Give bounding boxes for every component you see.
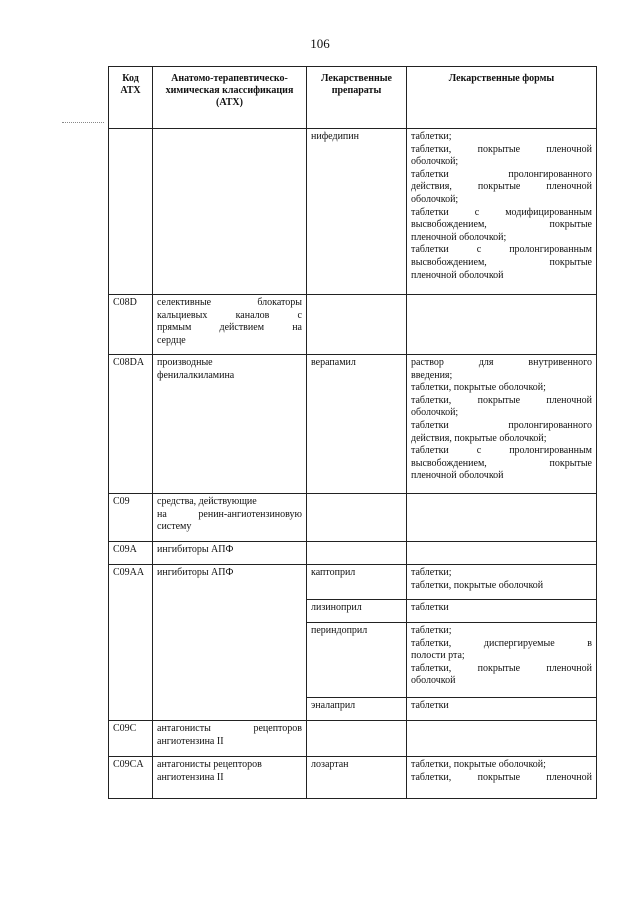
cell-drug: нифедипин [307,129,407,295]
cell-classification: ингибиторы АПФ [153,542,307,565]
cell-drug [307,295,407,355]
cell-code: C09C [109,721,153,757]
form-line: таблетки; [411,625,452,636]
cell-code [109,129,153,295]
cell-code: C09AA [109,565,153,721]
form-line: таблетки [411,700,449,711]
cell-drug: лизиноприл [307,600,407,623]
cell-classification [153,721,307,757]
cell-forms [407,623,597,698]
form-line: высвобождением, покрытые [411,457,592,469]
class-line: ангиотензина II [157,735,224,747]
form-line: оболочкой [411,675,456,687]
form-line: таблетки; [411,567,452,578]
cell-classification [153,129,307,295]
cell-forms [407,295,597,355]
form-line: действия, покрытые пленочной [411,181,592,193]
cell-drug [307,494,407,542]
cell-drug: эналаприл [307,698,407,721]
cell-forms [407,757,597,799]
form-line: пленочной оболочкой [411,269,504,281]
form-line: действия, покрытые оболочкой; [411,432,547,444]
cell-code: C08D [109,295,153,355]
cell-drug: периндоприл [307,623,407,698]
form-line: таблетки, диспергируемые в [411,637,592,649]
class-line: кальциевых каналов с [157,309,302,321]
table-row [109,721,597,757]
table-row [109,295,597,355]
table-row [109,757,597,799]
form-line: оболочкой; [411,407,459,419]
class-line: средства, действующие [157,496,257,507]
class-line: систему [157,521,192,533]
cell-code: C09A [109,542,153,565]
cell-drug: каптоприл [307,565,407,600]
cell-code: C08DA [109,355,153,494]
table-row [109,565,597,600]
class-line: производные [157,357,213,368]
cell-drug [307,721,407,757]
form-line: высвобождением, покрытые [411,256,592,268]
class-line: антагонисты рецепторов [157,723,302,734]
class-line: фенилалкиламина [157,369,235,381]
cell-drug [307,542,407,565]
form-line: таблетки, покрытые оболочкой; [411,759,546,770]
form-line: пленочной оболочкой; [411,231,507,243]
form-line: таблетки, покрытые оболочкой; [411,382,546,394]
form-line: таблетки [411,602,449,613]
header-code: Код АТХ [109,67,153,129]
header-forms: Лекарственные формы [407,67,597,129]
cell-drug: лозартан [307,757,407,799]
form-line: таблетки, покрытые пленочной [411,771,592,783]
class-line: сердце [157,334,186,346]
cell-forms [407,721,597,757]
form-line: таблетки, покрытые оболочкой [411,579,544,591]
cell-forms [407,698,597,721]
form-line: таблетки, покрытые пленочной [411,394,592,406]
cell-classification [153,355,307,494]
table-row [109,129,597,295]
form-line: таблетки пролонгированного [411,168,592,180]
table-row [109,355,597,494]
form-line: раствор для внутривенного [411,357,592,368]
cell-forms [407,600,597,623]
form-line: таблетки с пролонгированным [411,244,592,256]
cell-classification [153,295,307,355]
form-line: таблетки, покрытые пленочной [411,143,592,155]
cell-forms [407,565,597,600]
form-line: полости рта; [411,650,465,662]
cell-classification [153,757,307,799]
form-line: таблетки, покрытые пленочной [411,662,592,674]
table-header-row [109,67,597,129]
form-line: оболочкой; [411,156,459,168]
cell-forms [407,129,597,295]
cell-classification [153,494,307,542]
header-drugs: Лекарственные препараты [307,67,407,129]
form-line: введения; [411,369,453,381]
class-line: селективные блокаторы [157,297,302,308]
table-row [109,494,597,542]
form-line: высвобождением, покрытые [411,219,592,231]
table-row [109,542,597,565]
scan-artifact-line [62,122,104,124]
cell-forms [407,355,597,494]
cell-drug: верапамил [307,355,407,494]
cell-code: C09CA [109,757,153,799]
cell-forms [407,494,597,542]
form-line: таблетки с пролонгированным [411,445,592,457]
header-classification: Анатомо-терапевтическо-химическая классификация (АТХ) [153,67,307,129]
class-line: антагонисты рецепторов [157,759,262,770]
form-line: таблетки; [411,131,452,142]
form-line: пленочной оболочкой [411,470,504,482]
page-number: 106 [310,36,330,51]
class-line: ангиотензина II [157,771,224,783]
form-line: таблетки с модифицированным [411,206,592,218]
cell-code: C09 [109,494,153,542]
class-line: прямым действием на [157,322,302,334]
cell-forms [407,542,597,565]
form-line: оболочкой; [411,193,459,205]
form-line: таблетки пролонгированного [411,419,592,431]
class-line: на ренин-ангиотензиновую [157,508,302,520]
cell-classification: ингибиторы АПФ [153,565,307,721]
atc-drug-table [108,66,597,799]
